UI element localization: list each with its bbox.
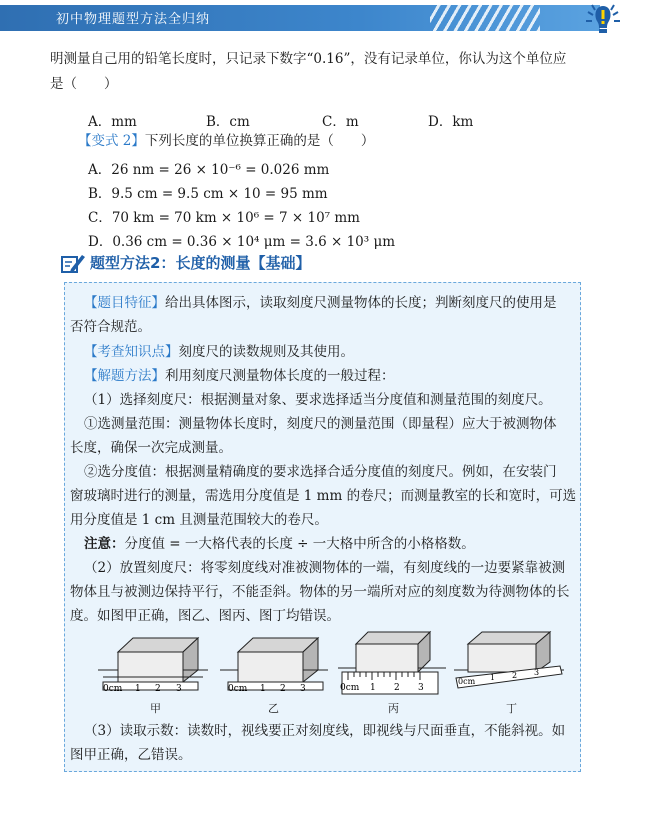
fig-ding-tick-1: 1 [490,673,496,682]
fig-jia-tick-1: 1 [135,684,141,694]
fig-ding-tick-0: 0cm [458,677,476,686]
fig-yi-tick-2: 2 [280,684,286,694]
note-text: 分度值 = 一大格代表的长度 ÷ 一大格中所含的小格格数。 [124,536,475,552]
variant2-option-a: A．26 nm = 26 × 10⁻⁶ = 0.026 mm [88,162,330,178]
step2-line-3: 度。如图甲正确，图乙、图丙、图丁均错误。 [70,608,340,624]
feature-text-1: 给出具体图示，读取刻度尺测量物体的长度；判断刻度尺的使用是 [165,295,557,311]
fig-bing-tick-0: 0cm [340,683,360,693]
header-title: 初中物理题型方法全归纳 [56,12,211,27]
div-line-2: 窗玻璃时进行的测量，需选用分度值是 1 mm 的卷尺；而测量教室的长和宽时，可选 [70,488,577,504]
variant2-option-c: C．70 km = 70 km × 10⁶ = 7 × 10⁷ mm [88,210,360,226]
step3-line-2: 图甲正确，乙错误。 [70,747,192,763]
fig-yi-tick-0: 0cm [228,684,248,694]
method-tag: 【解题方法】 [84,368,165,384]
fig-jia-tick-3: 3 [176,684,182,694]
fig-yi-tick-3: 3 [300,684,306,694]
pen-icon [60,252,86,274]
header-stripes [430,5,540,31]
knowledge-text: 刻度尺的读数规则及其使用。 [178,344,354,360]
method-text: 利用刻度尺测量物体长度的一般过程： [165,368,395,384]
variant2-tag: 【变式 2】 [78,133,145,149]
caption-bing: 丙 [388,702,399,715]
variant2-text: 下列长度的单位换算正确的是（ ） [144,133,375,149]
q1-option-b: B．cm [206,114,250,130]
figure-jia [98,638,208,694]
lightbulb-icon [582,2,624,36]
fig-yi-tick-1: 1 [260,684,266,694]
variant2-option-b: B．9.5 cm = 9.5 cm × 10 = 95 mm [88,186,328,202]
variant2-option-d: D．0.36 cm = 0.36 × 10⁴ μm = 3.6 × 10³ μm [88,234,396,250]
caption-jia: 甲 [150,702,161,715]
fig-bing-tick-3: 3 [418,683,424,693]
method-line [84,365,395,387]
intro-line-2: 是（ ） [50,76,118,92]
knowledge-tag: 【考查知识点】 [84,344,179,360]
feature-line-2: 否符合规范。 [70,319,151,335]
page-header [0,0,645,36]
fig-ding-tick-2: 2 [512,671,518,680]
fig-jia-tick-0: 0cm [103,684,123,694]
note-line [84,533,475,555]
variant2-question [78,130,374,152]
step2-line-1: （2）放置刻度尺：将零刻度线对准被测物体的一端，有刻度线的一边要紧靠被测 [84,560,566,576]
feature-line-1 [84,292,557,314]
feature-tag: 【题目特征】 [84,295,165,311]
fig-bing-tick-2: 2 [394,683,400,693]
fig-jia-tick-2: 2 [155,684,161,694]
fig-ding-tick-3: 3 [534,668,540,677]
div-line-1: ②选分度值：根据测量精确度的要求选择合适分度值的刻度尺。例如，在安装门 [84,464,557,480]
q1-option-c: C．m [322,114,359,130]
step1-line: （1）选择刻度尺：根据测量对象、要求选择适当分度值和测量范围的刻度尺。 [84,392,552,408]
step2-line-2: 物体且与被测边保持平行，不能歪斜。物体的另一端所对应的刻度数为待测物体的长 [70,584,570,600]
knowledge-line [84,341,354,363]
figure-yi [220,638,328,694]
range-line-1: ①选测量范围：测量物体长度时，刻度尺的测量范围（即量程）应大于被测物体 [84,416,557,432]
figure-bing [338,632,446,694]
q1-option-a: A．mm [88,114,137,130]
ruler-figures [98,630,568,716]
caption-yi: 乙 [268,702,279,715]
div-line-3: 用分度值是 1 cm 且测量范围较大的卷尺。 [70,512,328,528]
step3-line-1: （3）读取示数：读数时，视线要正对刻度线，即视线与尺面垂直，不能斜视。如 [84,723,566,739]
range-line-2: 长度，确保一次完成测量。 [70,440,232,456]
intro-line-1: 明测量自己用的铅笔长度时，只记录下数字“0.16”，没有记录单位，你认为这个单位应 [50,51,567,67]
fig-bing-tick-1: 1 [370,683,376,693]
figure-ding [454,632,564,688]
note-label: 注意： [84,536,125,552]
caption-ding: 丁 [506,702,517,715]
section-title: 题型方法2：长度的测量【基础】 [90,254,311,272]
q1-option-d: D．km [428,114,474,130]
